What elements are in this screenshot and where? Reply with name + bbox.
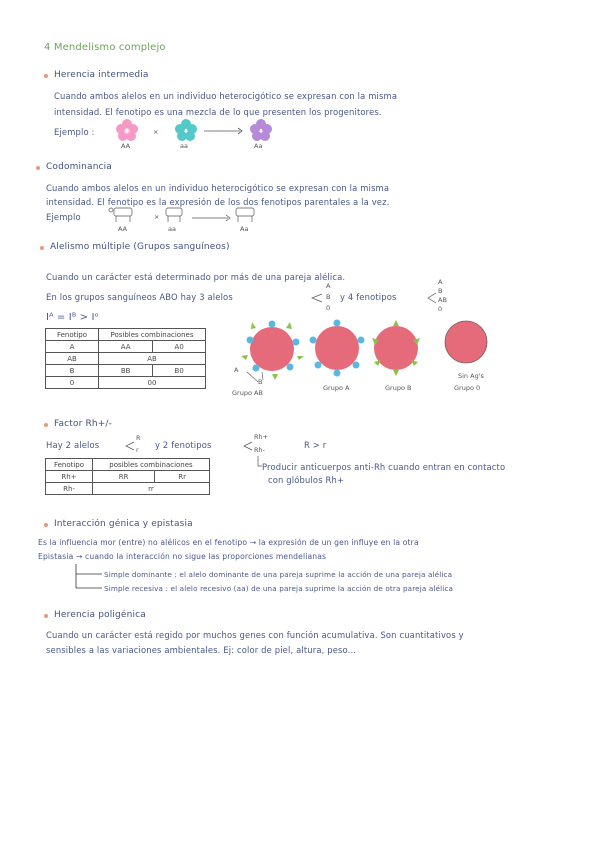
marker-A: A: [234, 366, 239, 374]
s4-line1b: y 2 fenotipos: [155, 440, 212, 450]
table-header: Posibles combinaciones: [99, 329, 206, 341]
pheno-rh-neg: Rh-: [254, 446, 265, 454]
cross-sign: ×: [154, 213, 160, 221]
label-Aa: Aa: [240, 225, 249, 233]
label-Aa: Aa: [254, 142, 263, 150]
table-cell: AA: [99, 341, 153, 353]
s3-line1: Cuando un carácter está determinado por más de una pareja alélica.: [46, 272, 346, 282]
table-cell: A0: [153, 341, 206, 353]
pheno-A: A: [438, 278, 443, 286]
page-title: 4 Mendelismo complejo: [44, 42, 166, 53]
s4-line1a: Hay 2 alelos: [46, 440, 100, 450]
table-cell: 0: [46, 377, 99, 389]
pheno-B: B: [438, 287, 443, 295]
rh-dominance: R > r: [304, 440, 327, 450]
s5-line2: Epistasia → cuando la interacción no sigue las proporciones mendelianas: [38, 552, 327, 561]
pheno-0: 0: [438, 305, 443, 313]
pheno-rh-pos: Rh+: [254, 433, 269, 441]
cell-a-icon: [310, 320, 365, 377]
s1-line2: intensidad. El fenotipo es una mezcla de lo que presenten los progenitores.: [54, 107, 382, 117]
heading-herencia-poligenica: Herencia poligénica: [54, 610, 146, 620]
s5-line1: Es la influencia mor (entre) no alélicos en el fenotipo → la expresión de un gen influye en la otra: [38, 538, 419, 547]
s2-example: Ejemplo: [46, 212, 81, 222]
label-grupo-b: Grupo B: [385, 384, 412, 392]
s1-example: Ejemplo :: [54, 127, 95, 137]
heading-factor-rh: Factor Rh+/-: [54, 419, 112, 429]
table-cell: B: [46, 365, 99, 377]
table-header: posibles combinaciones: [93, 459, 210, 471]
label-AA: AA: [118, 225, 128, 233]
allele-B: B: [326, 293, 331, 301]
cow-icon: [109, 208, 254, 222]
s3-line2a: En los grupos sanguíneos ABO hay 3 alelos: [46, 292, 233, 302]
label-grupo-0: Grupo 0: [454, 384, 481, 392]
cell-ab-icon: [241, 321, 304, 381]
s6-line2: sensibles a las variaciones ambientales. Ej: color de piel, altura, peso...: [46, 645, 357, 655]
table-header: Fenotipo: [46, 459, 93, 471]
s6-line1: Cuando un carácter está regido por muchos genes con función acumulativa. Son cuantitativos y: [46, 630, 464, 640]
cell-0-icon: [445, 321, 487, 363]
table-cell: 00: [99, 377, 206, 389]
allele-R: R: [136, 434, 141, 442]
s1-line1: Cuando ambos alelos en un individuo heterocigótico se expresan con la misma: [54, 91, 398, 101]
pheno-AB: AB: [438, 296, 447, 304]
marker-B: B: [258, 378, 263, 386]
label-AA: AA: [121, 142, 131, 150]
s2-line2: intensidad. El fenotipo es la expresión de los dos fenotipos parentales a la vez.: [46, 197, 390, 207]
cell-b-icon: [372, 320, 420, 376]
s5-sub2: Simple recesiva : el alelo recesivo (aa) de una pareja suprime la acción de otra pareja alélica: [104, 584, 454, 593]
heading-alelismo: Alelismo múltiple (Grupos sanguíneos): [50, 242, 230, 252]
table-cell: Rh-: [46, 483, 93, 495]
s3-line2b: y 4 fenotipos: [340, 292, 397, 302]
allele-0: 0: [326, 304, 331, 312]
label-aa: aa: [180, 142, 188, 150]
label-grupo-ab: Grupo AB: [232, 389, 263, 397]
flower-purple-icon: [250, 119, 272, 141]
table-cell: BB: [99, 365, 153, 377]
label-grupo-a: Grupo A: [323, 384, 350, 392]
label-sin-ags: Sin Ag's: [458, 372, 484, 380]
flower-teal-icon: [175, 119, 197, 141]
heading-herencia-intermedia: Herencia intermedia: [54, 70, 149, 80]
allele-r: r: [136, 446, 139, 454]
flower-pink-icon: [116, 119, 138, 141]
heading-interaccion: Interacción génica y epistasia: [54, 519, 193, 529]
s2-line1: Cuando ambos alelos en un individuo heterocigótico se expresan con la misma: [46, 183, 390, 193]
table-cell: Rr: [155, 471, 210, 483]
heading-codominancia: Codominancia: [46, 162, 112, 172]
cross-sign: ×: [153, 128, 159, 136]
table-cell: Rh+: [46, 471, 93, 483]
table-cell: RR: [93, 471, 155, 483]
table-cell: A: [46, 341, 99, 353]
label-aa: aa: [168, 225, 176, 233]
abo-dominance: Iᴬ = Iᴮ > Iᵒ: [46, 312, 99, 323]
rh-note2: con glóbulos Rh+: [268, 475, 345, 485]
table-cell: AB: [99, 353, 206, 365]
table-cell: B0: [153, 365, 206, 377]
table-cell: AB: [46, 353, 99, 365]
s5-sub1: Simple dominante : el alelo dominante de una pareja suprime la acción de una pareja alélica: [104, 570, 453, 579]
allele-A: A: [326, 282, 331, 290]
table-cell: rr: [93, 483, 210, 495]
table-header: Fenotipo: [46, 329, 99, 341]
rh-note1: Producir anticuerpos anti-Rh cuando entran en contacto: [262, 462, 506, 472]
